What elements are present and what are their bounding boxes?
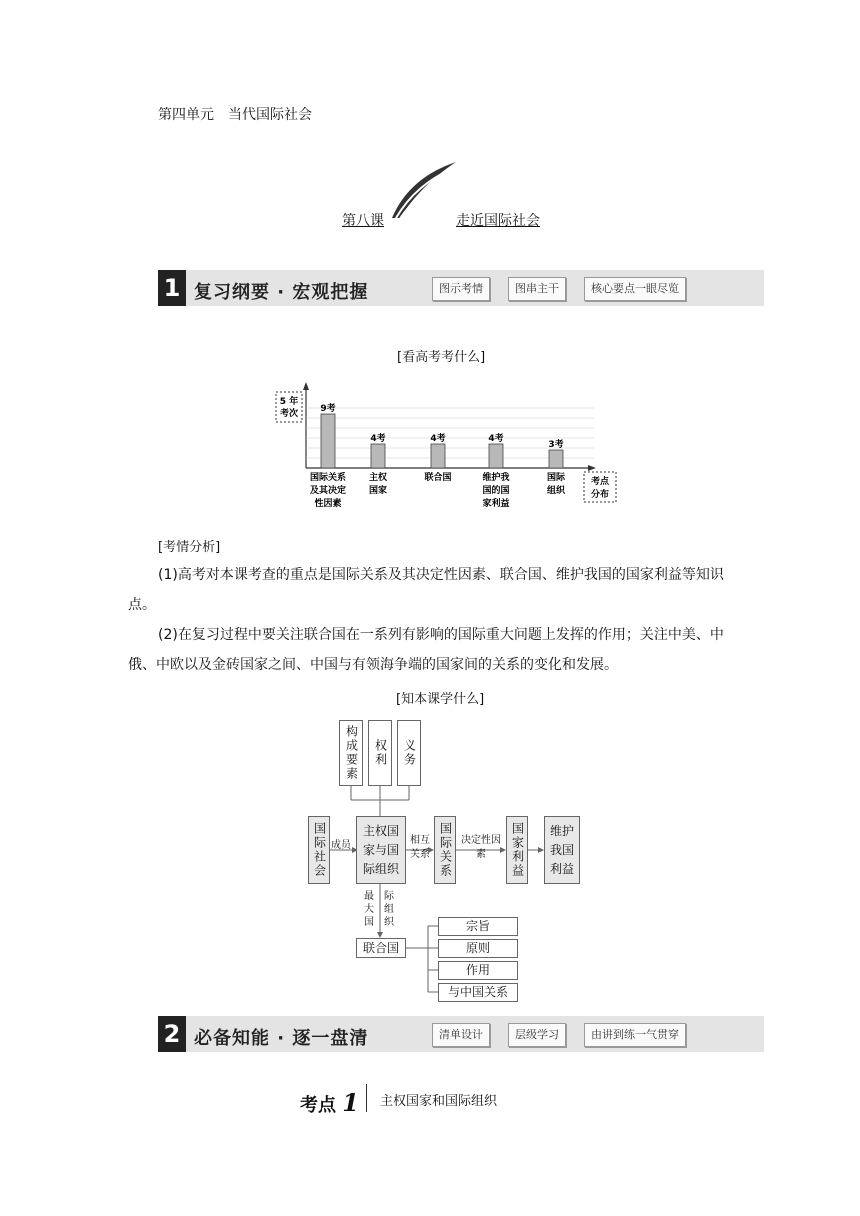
chart-category-label: 及其决定 [309, 486, 347, 496]
diagram-box-protect: 维护我国利益 [544, 816, 580, 884]
kaodian-label: 考点 1 [300, 1088, 359, 1117]
diagram-box-elements: 构成要素 [339, 720, 363, 786]
diagram-box-un: 联合国 [356, 938, 406, 958]
chart-category-label: 主权 [368, 473, 388, 483]
tag-button: 由讲到练一气贯穿 [584, 1023, 686, 1047]
diagram-box-china: 与中国关系 [438, 983, 518, 1002]
section-number: 1 [158, 270, 186, 306]
diagram-box-sovereign: 主权国家与国际组织 [356, 816, 406, 884]
section-title: 复习纲要 · 宏观把握 [194, 282, 369, 303]
chart-data-label: 9考 [320, 404, 336, 414]
diagram-box-duties: 义务 [397, 720, 421, 786]
diagram-box-interest: 国家利益 [506, 816, 528, 884]
diagram-box-society: 国际社会 [308, 816, 330, 884]
kaodian-divider [366, 1084, 367, 1112]
diagram-box-role: 作用 [438, 961, 518, 980]
chart-category-label: 国际 [546, 473, 566, 483]
tag-button: 清单设计 [432, 1023, 490, 1047]
x-axis-label-1: 考点 [590, 477, 610, 487]
chart-data-label: 3考 [548, 440, 564, 450]
diagram-box-purpose: 宗旨 [438, 917, 518, 936]
analysis-paragraph-2: (2)在复习过程中要关注联合国在一系列有影响的国际重大问题上发挥的作用；关注中美、中俄、中欧以及金砖国家之间、中国与有领海争端的国家间的关系的变化和发展。 [128, 627, 724, 673]
diagram-box-relations: 国际关系 [434, 816, 456, 884]
lesson-name: 走近国际社会 [456, 213, 540, 229]
kaodian-title: 主权国家和国际组织 [380, 1094, 498, 1109]
chart-data-label: 4考 [430, 434, 446, 444]
diagram-label-largest-b: 际组织 [384, 891, 394, 928]
chart-category-label: 国的国 [482, 486, 510, 496]
chart-category-label: 性因素 [314, 499, 342, 509]
analysis-heading: [考情分析] [158, 540, 221, 555]
y-axis-label-1: 5 年 [279, 397, 299, 407]
section-number: 2 [158, 1016, 186, 1052]
x-axis-label-2: 分布 [590, 490, 610, 500]
tag-button: 核心要点一眼尽览 [584, 277, 686, 301]
diagram-label-member: 成员 [331, 840, 351, 851]
chart-data-label: 4考 [488, 434, 504, 444]
chart-category-label: 家利益 [482, 499, 510, 509]
diagram-box-principle: 原则 [438, 939, 518, 958]
tag-button: 图示考情 [432, 277, 490, 301]
tag-button: 层级学习 [508, 1023, 566, 1047]
chart-category-label: 组织 [546, 486, 566, 496]
section-banner-2 [158, 1016, 764, 1052]
diagram-box-rights: 权利 [368, 720, 392, 786]
unit-header: 第四单元 当代国际社会 [158, 107, 312, 123]
tag-button: 图串主干 [508, 277, 566, 301]
chart-category-label: 国家 [368, 486, 388, 496]
chart-category-label: 维护我 [482, 473, 510, 483]
exam-heading: [看高考考什么] [397, 350, 486, 365]
y-axis-label-2: 考次 [279, 409, 299, 419]
lesson-number: 第八课 [342, 213, 384, 229]
section-title: 必备知能 · 逐一盘清 [194, 1028, 369, 1049]
know-heading: [知本课学什么] [396, 692, 485, 707]
diagram-label-decisive: 决定性因素 [461, 835, 501, 860]
diagram-label-largest-a: 最大国 [364, 891, 374, 928]
chart-category-label: 国际关系 [309, 473, 347, 483]
chart-category-label: 联合国 [424, 473, 452, 483]
analysis-paragraph-1: (1)高考对本课考查的重点是国际关系及其决定性因素、联合国、维护我国的国家利益等知识点。 [128, 567, 724, 613]
chart-data-label: 4考 [370, 434, 386, 444]
diagram-label-mutual: 相互关系 [410, 835, 430, 860]
